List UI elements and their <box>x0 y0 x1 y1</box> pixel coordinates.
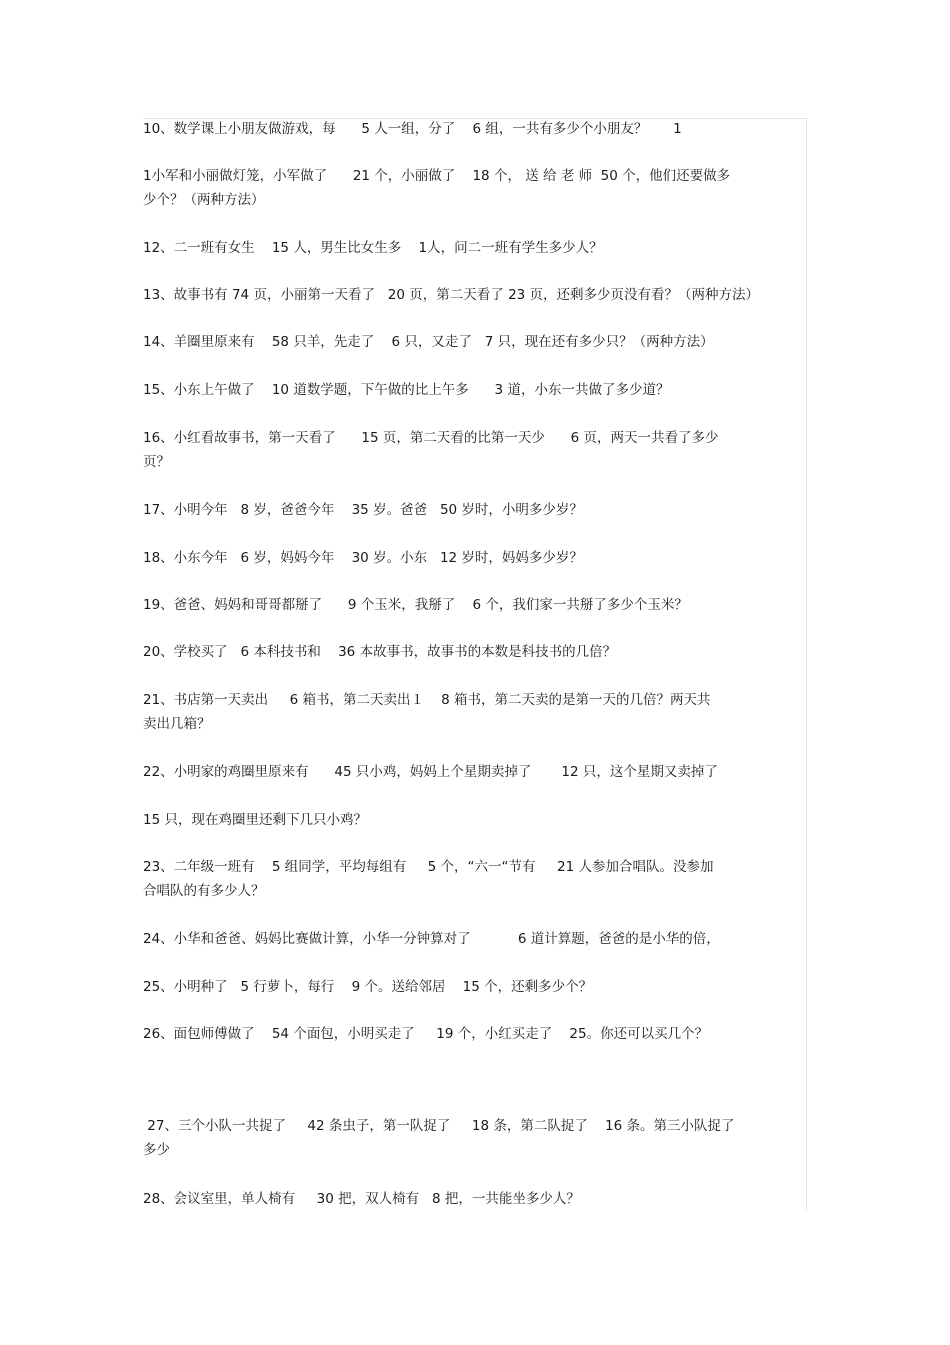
problem-27-line-2: 多少 <box>143 1142 170 1158</box>
problem-14: 14、羊圈里原来有 58 只羊，先走了 6 只，又走了 7 只，现在还有多少只？（两种方法） <box>143 334 714 350</box>
problem-25: 25、小明种了 5 行萝卜，每行 9 个。送给邻居 15 个，还剩多少个？ <box>143 979 593 995</box>
problem-15: 15、小东上午做了 10 道数学题，下午做的比上午多 3 道，小东一共做了多少道？ <box>143 382 670 398</box>
problem-21-line-2: 卖出几箱？ <box>143 716 211 732</box>
problem-11-line-2: 少个？（两种方法） <box>143 192 265 208</box>
problem-10: 10、数学课上小朋友做游戏，每 5 人一组，分了 6 组，一共有多少个小朋友？ 1 <box>143 121 682 137</box>
problem-20: 20、学校买了 6 本科技书和 36 本故事书，故事书的本数是科技书的几倍？ <box>143 644 617 660</box>
problem-23-line-1: 23、二年级一班有 5 组同学，平均每组有 5 个，“六一“节有 21 人参加合唱队。没参加 <box>143 859 714 875</box>
problem-16-line-1: 16、小红看故事书，第一天看了 15 页，第二天看的比第一天少 6 页，两天一共看了多少 <box>143 430 719 446</box>
problem-21-line-1: 21、书店第一天卖出 6 箱书，第二天卖出１ 8 箱书，第二天卖的是第一天的几倍？两天共 <box>143 692 711 708</box>
problem-22-line-2: 15 只，现在鸡圈里还剩下几只小鸡？ <box>143 812 367 828</box>
problem-18: 18、小东今年 6 岁，妈妈今年 30 岁。小东 12 岁时，妈妈多少岁？ <box>143 550 583 566</box>
problem-12: 12、二一班有女生 15 人，男生比女生多 1人，问二一班有学生多少人？ <box>143 240 603 256</box>
page-border-top <box>143 118 807 119</box>
problem-23-line-2: 合唱队的有多少人？ <box>143 883 265 899</box>
problem-11-line-1: 1小军和小丽做灯笼，小军做了 21 个，小丽做了 18 个， 送 给 老 师 50 个，他们还要做多 <box>143 168 731 184</box>
problem-16-line-2: 页？ <box>143 454 170 470</box>
problem-13: 13、故事书有 74 页，小丽第一天看了 20 页，第二天看了 23 页，还剩多少页没有看？（两种方法） <box>143 287 760 303</box>
problem-19: 19、爸爸、妈妈和哥哥都掰了 9 个玉米，我掰了 6 个，我们家一共掰了多少个玉米？ <box>143 597 688 613</box>
problem-22-line-1: 22、小明家的鸡圈里原来有 45 只小鸡，妈妈上个星期卖掉了 12 只，这个星期又卖掉了 <box>143 764 718 780</box>
page-border-right <box>806 118 807 1210</box>
problem-26: 26、面包师傅做了 54 个面包，小明买走了 19 个，小红买走了 25。你还可以买几个？ <box>143 1026 709 1042</box>
problem-17: 17、小明今年 8 岁，爸爸今年 35 岁。爸爸 50 岁时，小明多少岁？ <box>143 502 583 518</box>
problem-24: 24、小华和爸爸、妈妈比赛做计算，小华一分钟算对了 6 道计算题，爸爸的是小华的倍， <box>143 931 720 947</box>
problem-28: 28、会议室里，单人椅有 30 把，双人椅有 8 把，一共能坐多少人？ <box>143 1191 580 1207</box>
problem-27-line-1: 27、三个小队一共捉了 42 条虫子，第一队捉了 18 条，第二队捉了 16 条。第三小队捉了 <box>143 1118 735 1134</box>
